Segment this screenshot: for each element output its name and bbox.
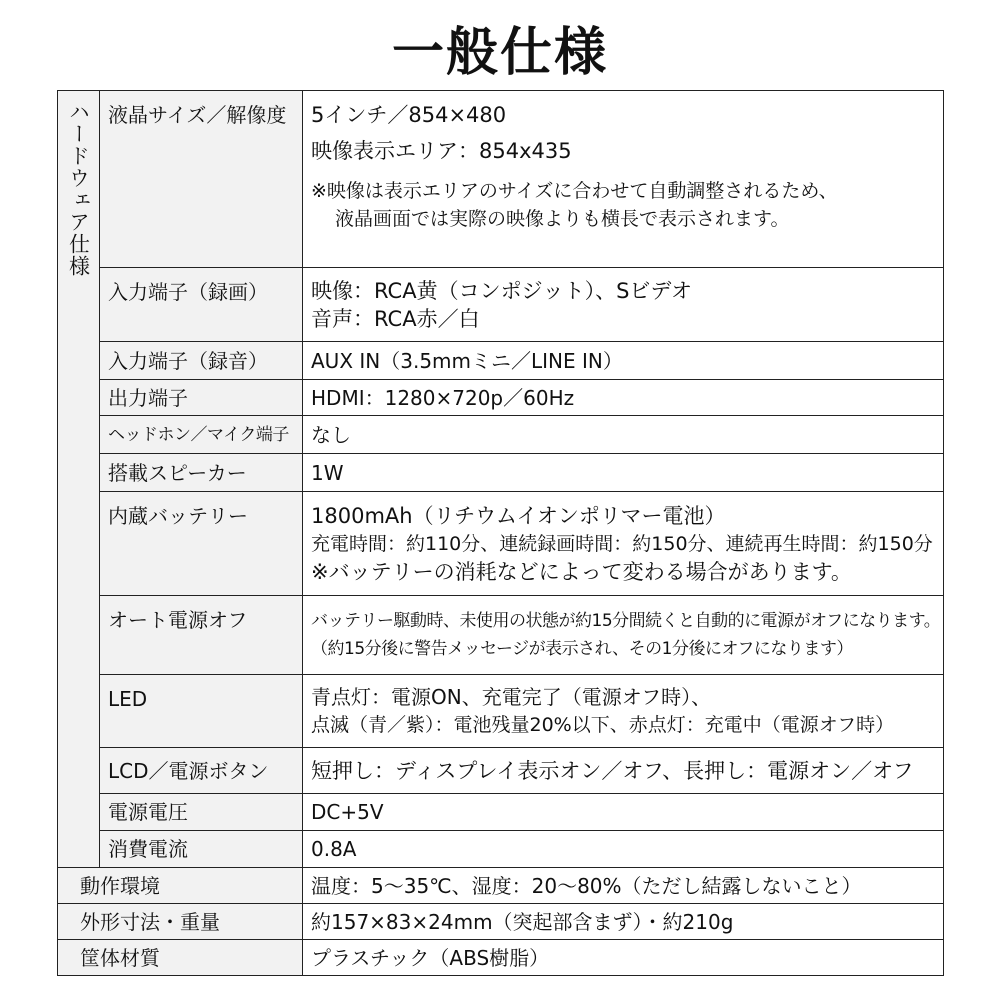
row-value: 温度：5～35℃、湿度：20～80%（ただし結露しないこと） — [303, 868, 944, 904]
row-value: プラスチック（ABS樹脂） — [303, 940, 944, 976]
table-row — [58, 91, 944, 268]
row-value: 1W — [303, 454, 944, 492]
table-row — [58, 342, 944, 380]
row-value: なし — [303, 416, 944, 454]
row-label: LCD／電源ボタン — [100, 748, 303, 794]
table-row — [58, 416, 944, 454]
table-row — [58, 454, 944, 492]
row-label: LED — [100, 675, 303, 748]
table-row — [58, 940, 944, 976]
row-value: 5インチ／854×480 映像表示エリア：854x435 ※映像は表示エリアのサイズに合わせて自動調整されるため、 液晶画面では実際の映像よりも横長で表示されます。 — [303, 91, 944, 268]
row-label: 外形寸法・重量 — [58, 904, 303, 940]
table-row — [58, 380, 944, 416]
table-row — [58, 268, 944, 342]
group-label-hardware: ハードウェア仕様 — [58, 91, 100, 868]
row-value: 短押し：ディスプレイ表示オン／オフ、長押し：電源オン／オフ — [303, 748, 944, 794]
row-label: 消費電流 — [100, 831, 303, 868]
table-row — [58, 794, 944, 831]
row-label: 内蔵バッテリー — [100, 492, 303, 596]
row-value: 約157×83×24mm（突起部含まず）・約210g — [303, 904, 944, 940]
table-row — [58, 868, 944, 904]
row-value: バッテリー駆動時、未使用の状態が約15分間続くと自動的に電源がオフになります。 （約15分後に警告メッセージが表示され、その1分後にオフになります） — [303, 596, 944, 675]
row-value: 映像：RCA黄（コンポジット）、Sビデオ 音声：RCA赤／白 — [303, 268, 944, 342]
row-label: 電源電圧 — [100, 794, 303, 831]
row-label: 動作環境 — [58, 868, 303, 904]
row-label: 出力端子 — [100, 380, 303, 416]
table-row — [58, 748, 944, 794]
table-row — [58, 596, 944, 675]
table-row — [58, 831, 944, 868]
table-row — [58, 675, 944, 748]
row-value: DC+5V — [303, 794, 944, 831]
row-value: 1800mAh（リチウムイオンポリマー電池） 充電時間：約110分、連続録画時間：約150分、連続再生時間：約150分 ※バッテリーの消耗などによって変わる場合があります。 — [303, 492, 944, 596]
table-row — [58, 492, 944, 596]
row-value: HDMI：1280×720p／60Hz — [303, 380, 944, 416]
row-label: 入力端子（録画） — [100, 268, 303, 342]
row-value: 0.8A — [303, 831, 944, 868]
row-label: 筐体材質 — [58, 940, 303, 976]
row-label: 搭載スピーカー — [100, 454, 303, 492]
row-label: 入力端子（録音） — [100, 342, 303, 380]
table-row — [58, 904, 944, 940]
spec-table — [57, 90, 944, 976]
row-value: 青点灯：電源ON、充電完了（電源オフ時）、 点滅（青／紫）：電池残量20%以下、赤点灯：充電中（電源オフ時） — [303, 675, 944, 748]
page-title: 一般仕様 — [391, 23, 608, 83]
row-label: 液晶サイズ／解像度 — [100, 91, 303, 268]
row-value: AUX IN（3.5mmミニ／LINE IN） — [303, 342, 944, 380]
row-label: オート電源オフ — [100, 596, 303, 675]
row-label: ヘッドホン／マイク端子 — [100, 416, 303, 454]
